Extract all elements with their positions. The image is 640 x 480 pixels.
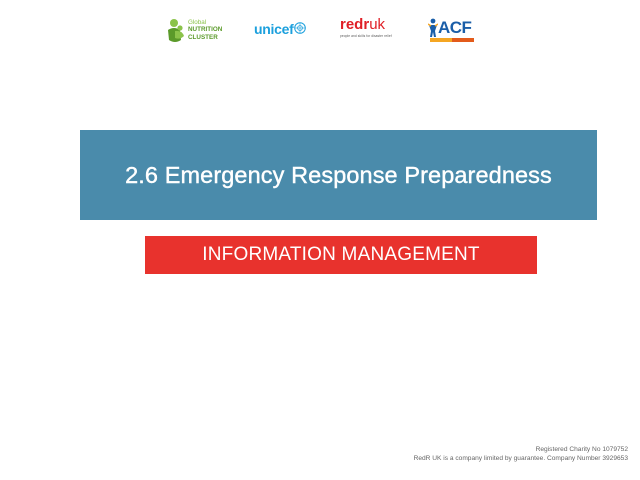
nutrition-cluster-icon [166, 18, 186, 44]
gnc-line-nutrition: NUTRITION [188, 26, 223, 34]
unicef-logo [254, 19, 306, 39]
gnc-line-cluster: CLUSTER [188, 33, 218, 41]
redr-main-text: redr [340, 16, 370, 33]
unicef-globe-icon [294, 22, 306, 34]
acf-figure-icon [428, 18, 438, 38]
footer-charity-number: Registered Charity No 1079752 [535, 446, 628, 453]
slide-title: 2.6 Emergency Response Preparedness [125, 161, 552, 188]
footer [414, 446, 628, 463]
redr-tagline: people and skills for disaster relief [340, 34, 392, 38]
footer-company-info: RedR UK is a company limited by guarantee. Company Number 3929653 [413, 454, 628, 462]
redr-wordmark [340, 16, 398, 33]
acf-logo [428, 16, 474, 44]
subtitle-banner [145, 236, 537, 274]
gnc-line-global: Global [188, 19, 207, 26]
logo-strip [0, 14, 640, 48]
unicef-wordmark: unicef [254, 21, 294, 37]
global-nutrition-cluster-logo [166, 18, 238, 44]
gnc-logo-text [188, 19, 222, 41]
redr-suffix-text: uk [369, 16, 386, 33]
acf-color-bar [430, 38, 474, 42]
acf-wordmark: ACF [438, 18, 472, 37]
redr-uk-logo [340, 16, 398, 46]
title-banner [80, 130, 597, 220]
slide-subtitle: INFORMATION MANAGEMENT [202, 244, 480, 265]
